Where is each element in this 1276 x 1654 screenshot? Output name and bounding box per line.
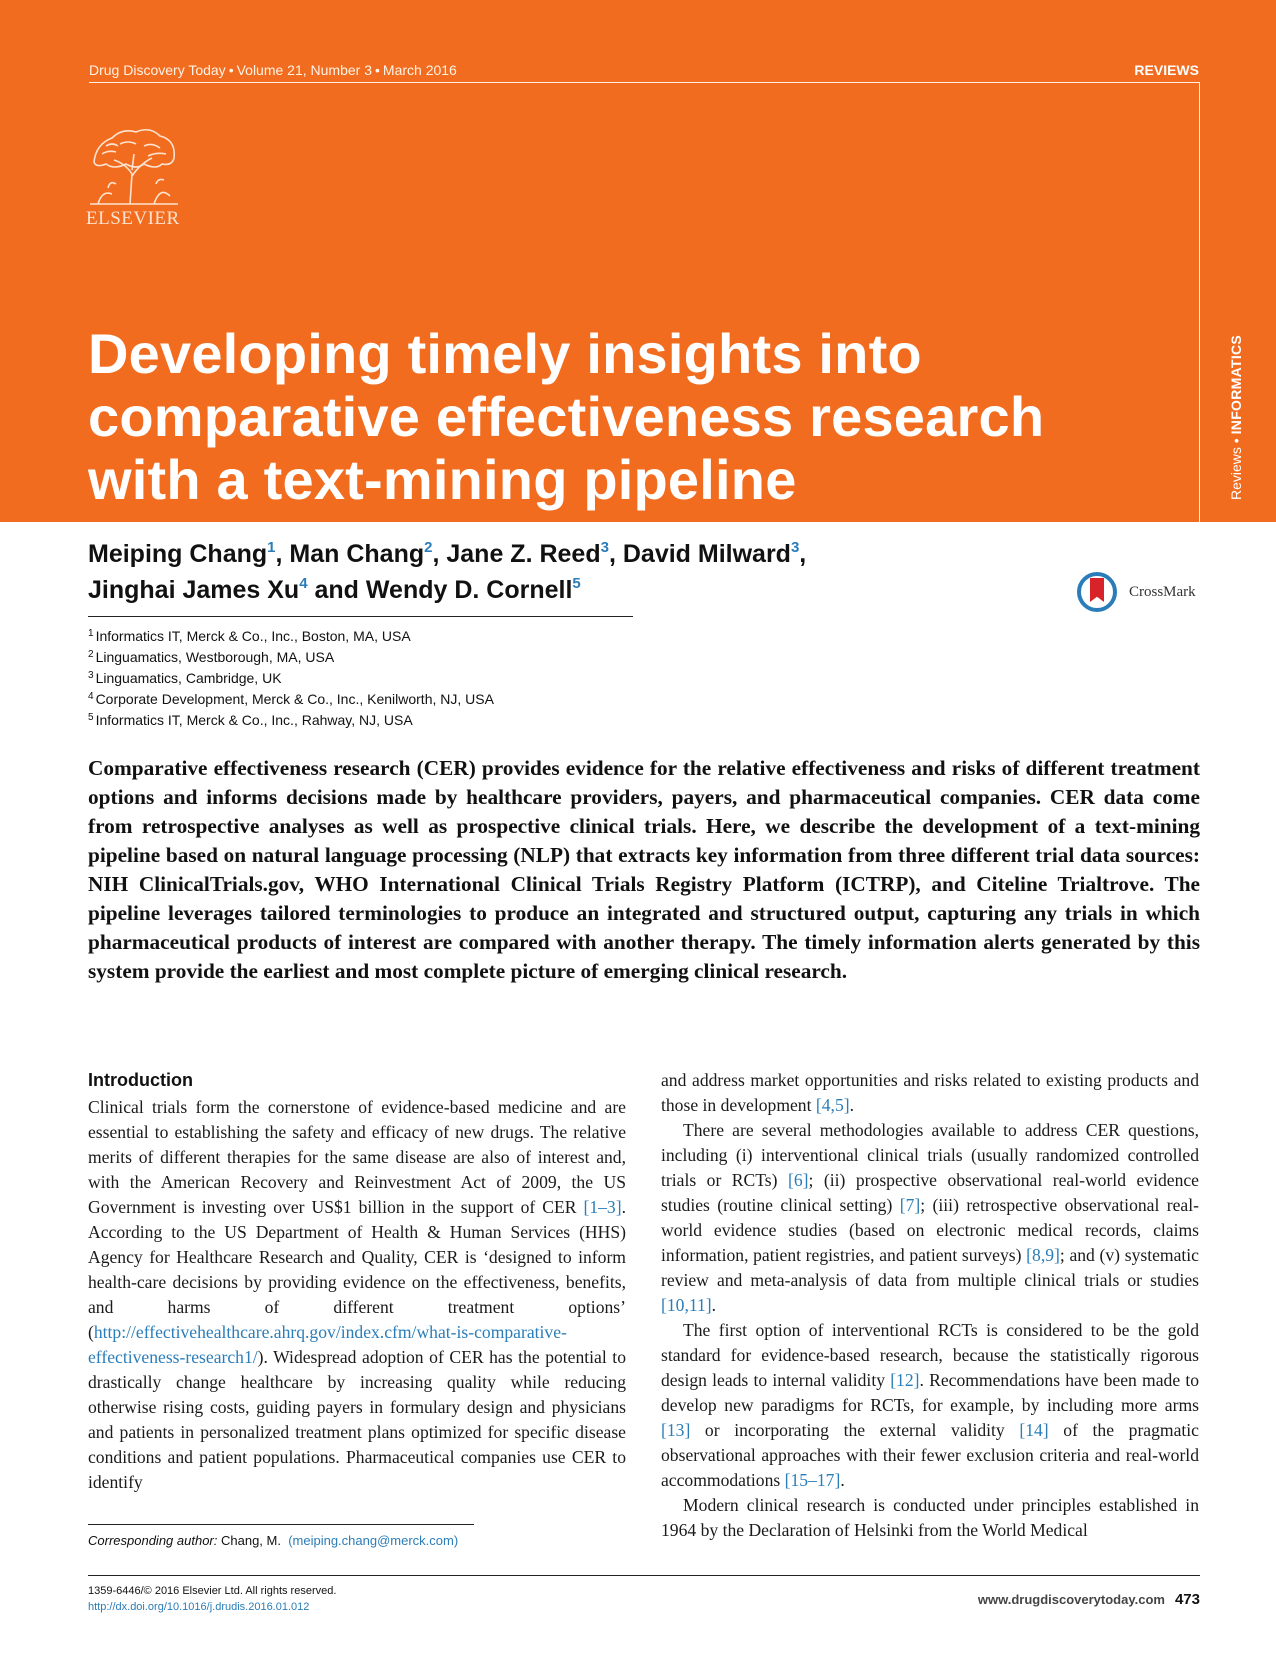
body-text: ; and (v) systematic review and meta-analysis of data from multiple clinical trials or studies	[661, 1245, 1199, 1290]
author-separator: ,	[608, 540, 623, 568]
author-name: Wendy D. Cornell	[365, 576, 573, 604]
body-paragraph	[661, 1318, 1199, 1493]
page-number: 473	[1174, 1591, 1200, 1608]
author-affiliation-ref[interactable]: 5	[572, 575, 581, 592]
author-affiliation-ref[interactable]: 3	[790, 539, 800, 556]
corresponding-author	[88, 1533, 458, 1548]
body-text: .	[840, 1470, 845, 1490]
author-affiliation-ref[interactable]: 2	[424, 539, 433, 556]
author-divider	[88, 616, 633, 617]
author-affiliation-ref[interactable]: 3	[600, 539, 609, 556]
citation-link[interactable]: [8,9]	[1026, 1245, 1060, 1265]
affiliation-number: 2	[88, 649, 94, 660]
author-name: Jinghai James Xu	[88, 576, 300, 604]
affiliation-text: Linguamatics, Westborough, MA, USA	[95, 649, 335, 665]
body-text: ; (ii) prospective observational real-world evidence studies (routine clinical setting)	[661, 1170, 1199, 1215]
citation-link[interactable]: [7]	[899, 1195, 921, 1215]
journal-name: Drug Discovery Today	[89, 62, 226, 78]
affiliation-item	[88, 689, 788, 710]
crossmark-label: CrossMark	[1129, 584, 1196, 600]
author-separator: ,	[432, 540, 447, 568]
citation-link[interactable]: [10,11]	[661, 1295, 712, 1315]
side-tab-section: INFORMATICS	[1228, 334, 1244, 435]
body-text: The first option of interventional RCTs is considered to be the gold standard for evidence-based research, because the statistically rigorous design leads to internal validity	[661, 1320, 1199, 1390]
body-text: ; (iii) retrospective observational real-world evidence studies (based on electronic medical records, claims information, patient registries, and patient surveys)	[661, 1195, 1199, 1265]
affiliation-text: Corporate Development, Merck & Co., Inc., Kenilworth, NJ, USA	[95, 691, 494, 707]
body-text: Clinical trials form the cornerstone of evidence-based medicine and are essential to establishing the safety and efficacy of new drugs. The relative merits of different therapies for the same disease are also of interest and, with the American Recovery and Reinvestment Act of 2009, the US Government is investing over US$1 billion in the support of CER	[88, 1097, 626, 1217]
journal-website-link[interactable]: www.drugdiscoverytoday.com	[977, 1592, 1165, 1607]
footer-left	[88, 1583, 336, 1615]
section-label: REVIEWS	[1134, 62, 1199, 78]
body-text: There are several methodologies available to address CER questions, including (i) interventional clinical trials (usually randomized controlled trials or RCTs)	[661, 1120, 1199, 1190]
author-list	[88, 536, 948, 608]
citation-link[interactable]: [15–17]	[784, 1470, 841, 1490]
affiliation-item	[88, 668, 788, 689]
article-title: Developing timely insights into comparative effectiveness research with a text-mining pipeline	[88, 322, 1045, 511]
affiliation-number: 4	[88, 691, 94, 702]
footnote-divider	[88, 1524, 474, 1525]
abstract: Comparative effectiveness research (CER) provides evidence for the relative effectiveness and risks of different treatment options and informs decisions made by healthcare providers, payers, and pharmaceutical companies. CER data come from retrospective analyses as well as prospective clinical trials. Here, we describe the development of a text-mining pipeline based on natural language processing (NLP) that extracts key information from three different trial data sources: NIH ClinicalTrials.gov, WHO International Clinical Trials Registry Platform (ICTRP), and Citeline Trialtrove. The pipeline leverages tailored terminologies to produce an integrated and structured output, capturing any trials in which pharmaceutical products of interest are compared with another therapy. The timely information alerts generated by this system provide the earliest and most complete picture of emerging clinical research.	[88, 756, 1200, 983]
body-paragraph: Modern clinical research is conducted under principles established in 1964 by the Declaration of Helsinki from the World Medical	[661, 1495, 1199, 1540]
affiliation-text: Informatics IT, Merck & Co., Inc., Boston, MA, USA	[95, 628, 411, 644]
body-text: . Recommendations have been made to develop new paradigms for RCTs, for example, by including more arms	[661, 1370, 1200, 1415]
author-affiliation-ref[interactable]: 4	[299, 575, 308, 592]
affiliation-text: Linguamatics, Cambridge, UK	[95, 670, 282, 686]
side-tab-prefix: Reviews	[1228, 447, 1244, 500]
section-side-tab: Reviews • INFORMATICS	[1228, 334, 1244, 500]
citation-link[interactable]: [12]	[890, 1370, 920, 1390]
header-rule	[89, 82, 1199, 83]
journal-date: March 2016	[382, 62, 457, 78]
affiliation-item	[88, 626, 788, 647]
citation-link[interactable]: [6]	[788, 1170, 809, 1190]
body-text: . According to the US Department of Health & Human Services (HHS) Agency for Healthcare Research and Quality, CER is ‘designed to inform health-care decisions by providing evidence on the effectiveness, benefits, and harms of different treatment options’ (	[88, 1197, 626, 1342]
author-name: Meiping Chang	[88, 540, 268, 568]
author-name: Jane Z. Reed	[446, 540, 601, 568]
doi-link[interactable]: http://dx.doi.org/10.1016/j.drudis.2016.01.012	[88, 1601, 310, 1613]
side-rule	[1199, 82, 1200, 522]
section-heading: Introduction	[88, 1070, 193, 1090]
body-text: and address market opportunities and risks related to existing products and those in development	[661, 1070, 1199, 1115]
footer-right	[978, 1591, 1200, 1608]
url-link[interactable]: http://effectivehealthcare.ahrq.gov/index.cfm/what-is-comparative-effectiveness-research1/	[88, 1322, 567, 1367]
body-text: .	[711, 1295, 717, 1315]
affiliation-text: Informatics IT, Merck & Co., Inc., Rahway, NJ, USA	[95, 712, 413, 728]
body-text: or incorporating the external validity	[690, 1420, 1020, 1440]
corresponding-email-link[interactable]: (meiping.chang@merck.com)	[288, 1533, 459, 1548]
journal-volume: Volume 21, Number 3	[236, 62, 372, 78]
author-name: Man Chang	[289, 540, 425, 568]
publisher-wordmark: ELSEVIER	[86, 208, 180, 229]
crossmark-badge[interactable]	[1077, 572, 1207, 618]
citation-link[interactable]: [13]	[661, 1420, 691, 1440]
author-separator: ,	[799, 540, 807, 568]
author-separator: ,	[275, 540, 290, 568]
body-paragraph	[661, 1118, 1199, 1318]
affiliation-number: 5	[88, 712, 94, 723]
body-paragraph	[661, 1068, 1199, 1118]
affiliation-item	[88, 647, 788, 668]
body-column-left	[88, 1068, 626, 1495]
body-column-right	[661, 1068, 1199, 1543]
running-header: Drug Discovery Today • Volume 21, Number 3 • March 2016	[89, 62, 457, 78]
citation-link[interactable]: [14]	[1019, 1420, 1049, 1440]
body-paragraph	[88, 1095, 626, 1495]
citation-link[interactable]: [4,5]	[815, 1095, 850, 1115]
affiliation-number: 3	[88, 670, 94, 681]
body-text: .	[849, 1095, 855, 1115]
body-text: of the pragmatic observational approaches with their fewer exclusion criteria and real-world accommodations	[661, 1420, 1199, 1490]
affiliation-list	[88, 626, 788, 731]
issn-copyright: 1359-6446/© 2016 Elsevier Ltd. All rights reserved.	[88, 1585, 337, 1597]
body-text: ). Widespread adoption of CER has the potential to drastically change healthcare by increasing quality while reducing otherwise rising costs, guiding payers in formulary design and physicians and patients in personalized treatment plans optimized for specific disease conditions and patient populations. Pharmaceutical companies use CER to identify	[88, 1347, 626, 1492]
affiliation-item	[88, 710, 788, 731]
author-name: David Milward	[622, 540, 791, 568]
corresponding-name: Chang, M.	[220, 1533, 281, 1548]
citation-link[interactable]: [1–3]	[583, 1197, 622, 1217]
corresponding-label: Corresponding author:	[88, 1533, 218, 1548]
affiliation-number: 1	[88, 628, 94, 639]
author-separator: and	[307, 576, 366, 604]
footer-rule	[88, 1575, 1200, 1576]
author-affiliation-ref[interactable]: 1	[267, 539, 276, 556]
